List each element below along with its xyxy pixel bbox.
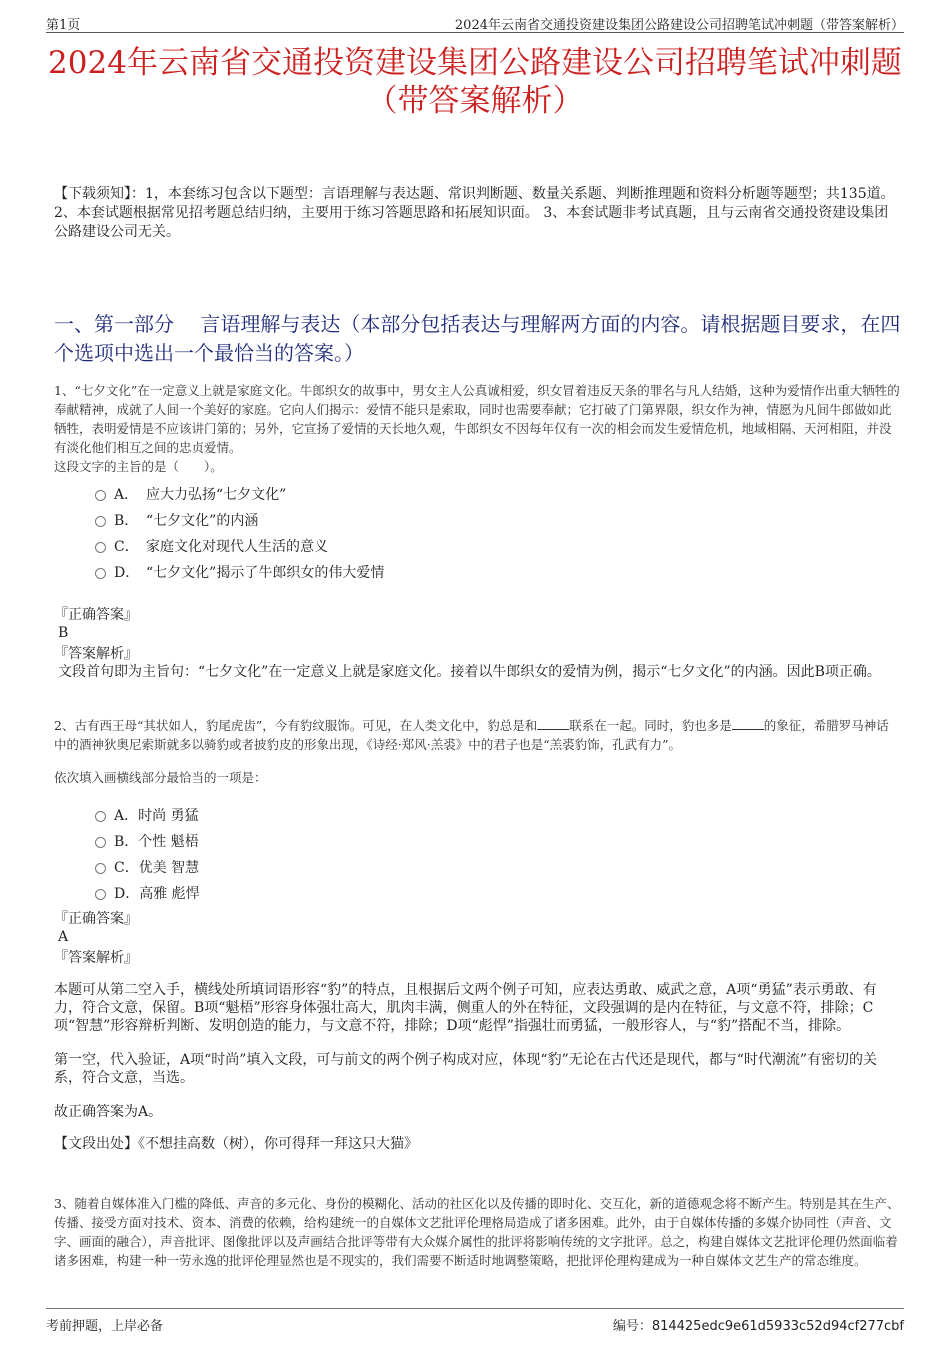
document-title bbox=[40, 44, 910, 120]
question-3 bbox=[54, 1194, 900, 1270]
question-2-stem: 依次填入画横线部分最恰当的一项是： bbox=[54, 770, 267, 785]
download-notice: 【下载须知】：1，本套练习包含以下题型：言语理解与表达题、常识判断题、数量关系题、判断推理题和资料分析题等题型；共135道。 2、本套试题根据常见招考题总结归纳，主要用于练习答题思路和拓展知识面。 3、本套试题非考试真题，且与云南省交通投资建设集团公路建设公司无关。 bbox=[54, 186, 895, 240]
question-2-text: 2、古有西王母“其状如人，豹尾虎齿”，今有豹纹服饰。可见，在人类文化中，豹总是和 联系在一起。同时，豹也多是 的象征，希腊罗马神话中的酒神狄奥尼索斯就多以骑豹或者披豹皮的形象出现，《诗经·郑风·羔裘》中的君子也是“羔裘豹饰，孔武有力”。 bbox=[54, 718, 889, 752]
question-1-option-d[interactable]: D． “七夕文化”揭示了牛郎织女的伟大爱情 bbox=[54, 560, 900, 586]
radio-icon[interactable] bbox=[95, 516, 106, 527]
question-1-option-b[interactable]: B． “七夕文化”的内涵 bbox=[54, 508, 900, 534]
radio-icon[interactable] bbox=[95, 889, 106, 900]
correct-answer-label: 『正确答案』 bbox=[54, 911, 138, 927]
question-2-analysis-p3: 故正确答案为A。 bbox=[54, 1104, 163, 1120]
question-2-options bbox=[54, 803, 900, 907]
question-1-text: 1、“七夕文化”在一定意义上就是家庭文化。牛郎织女的故事中，男女主人公真诚相爱，织女冒着违反天条的罪名与凡人结婚，这种为爱情作出重大牺牲的奉献精神，成就了人间一个美好的家庭。它向人们揭示：爱情不能只是索取，同时也需要奉献；它打破了门第界限，织女作为神，情愿为凡间牛郎做如此牺牲，表明爱情是不应该讲门第的；另外，它宣扬了爱情的天长地久观，牛郎织女不因每年仅有一次的相会而发生爱情危机，地域相隔、天河相阻，并没有淡化他们相互之间的忠贞爱情。 bbox=[54, 383, 900, 455]
page-header bbox=[46, 12, 904, 33]
question-1-options bbox=[54, 482, 900, 586]
blank-2 bbox=[732, 729, 764, 730]
radio-icon[interactable] bbox=[95, 811, 106, 822]
question-2-option-d[interactable]: D．高雅 彪悍 bbox=[54, 881, 900, 907]
footer-code: 编号：814425edc9e61d5933c52d94cf277cbf bbox=[612, 1319, 904, 1334]
title-line-1: 2024年云南省交通投资建设集团公路建设公司招聘笔试冲刺题 bbox=[48, 45, 902, 81]
question-1-option-c[interactable]: C． 家庭文化对现代人生活的意义 bbox=[54, 534, 900, 560]
analysis-label: 『答案解析』 bbox=[54, 950, 138, 966]
radio-icon[interactable] bbox=[95, 568, 106, 579]
question-2-option-a[interactable]: A．时尚 勇猛 bbox=[54, 803, 900, 829]
question-2-option-c[interactable]: C．优美 智慧 bbox=[54, 855, 900, 881]
radio-icon[interactable] bbox=[95, 837, 106, 848]
question-3-text: 3、随着自媒体准入门槛的降低、声音的多元化、身份的模糊化、活动的社区化以及传播的即时化、交互化，新的道德观念将不断产生。特别是其在生产、传播、接受方面对技术、资本、消费的依赖，给构建统一的自媒体文艺批评伦理格局造成了诸多困难。此外，由于自媒体传播的多媒介协同性（声音、文字、画面的融合），声音批评、图像批评以及声画结合批评等带有大众媒介属性的批评将影响传统的文字批评。总之，构建自媒体文艺批评伦理仍然面临着诸多困难，构建一种一劳永逸的批评伦理显然也是不现实的，我们需要不断适时地调整策略，把批评伦理构建成为一种自媒体文艺生产的常态维度。 bbox=[54, 1196, 900, 1268]
footer-slogan: 考前押题，上岸必备 bbox=[46, 1319, 164, 1334]
header-doc-title: 2024年云南省交通投资建设集团公路建设公司招聘笔试冲刺题（带答案解析） bbox=[454, 18, 904, 33]
question-1 bbox=[54, 381, 900, 476]
blank-1 bbox=[537, 729, 569, 730]
section-title: 一、第一部分 言语理解与表达（本部分包括表达与理解两方面的内容。请根据题目要求，在四个选项中选出一个最恰当的答案。） bbox=[54, 312, 901, 365]
correct-answer-label: 『正确答案』 bbox=[54, 607, 138, 623]
question-2 bbox=[54, 716, 900, 787]
question-2-answer: A bbox=[58, 929, 69, 945]
question-2-option-b[interactable]: B．个性 魁梧 bbox=[54, 829, 900, 855]
page-number: 第1页 bbox=[46, 18, 81, 33]
analysis-label: 『答案解析』 bbox=[54, 646, 138, 662]
question-2-source: 【文段出处】《不想挂高数（树），你可得拜一拜这只大猫》 bbox=[54, 1136, 418, 1152]
question-2-analysis-p2: 第一空，代入验证，A项“时尚”填入文段，可与前文的两个例子构成对应，体现“豹”无论在古代还是现代，都与“时代潮流”有密切的关系，符合文意，当选。 bbox=[54, 1052, 878, 1086]
radio-icon[interactable] bbox=[95, 490, 106, 501]
question-1-stem: 这段文字的主旨的是（ ）。 bbox=[54, 459, 223, 474]
question-1-answer-block bbox=[54, 606, 900, 681]
question-1-analysis: 文段首句即为主旨句：“七夕文化”在一定意义上就是家庭文化。接着以牛郎织女的爱情为例，揭示“七夕文化”的内涵。因此B项正确。 bbox=[58, 664, 881, 680]
title-line-2: （带答案解析） bbox=[366, 83, 584, 119]
radio-icon[interactable] bbox=[95, 863, 106, 874]
page-footer bbox=[46, 1308, 904, 1333]
question-1-answer: B bbox=[58, 625, 69, 641]
radio-icon[interactable] bbox=[95, 542, 106, 553]
question-2-analysis-p1: 本题可从第二空入手，横线处所填词语形容“豹”的特点，且根据后文两个例子可知，应表达勇敢、威武之意，A项“勇猛”表示勇敢、有力，符合文意，保留。B项“魁梧”形容身体强壮高大，肌肉丰满，侧重人的外在特征，文段强调的是内在特征，与文意不符，排除；C项“智慧”形容辩析判断、发明创造的能力，与文意不符，排除；D项“彪悍”指强壮而勇猛，一般形容人，与“豹”搭配不当，排除。 bbox=[54, 982, 877, 1034]
question-1-option-a[interactable]: A． 应大力弘扬“七夕文化” bbox=[54, 482, 900, 508]
question-2-answer-block bbox=[54, 910, 900, 1153]
